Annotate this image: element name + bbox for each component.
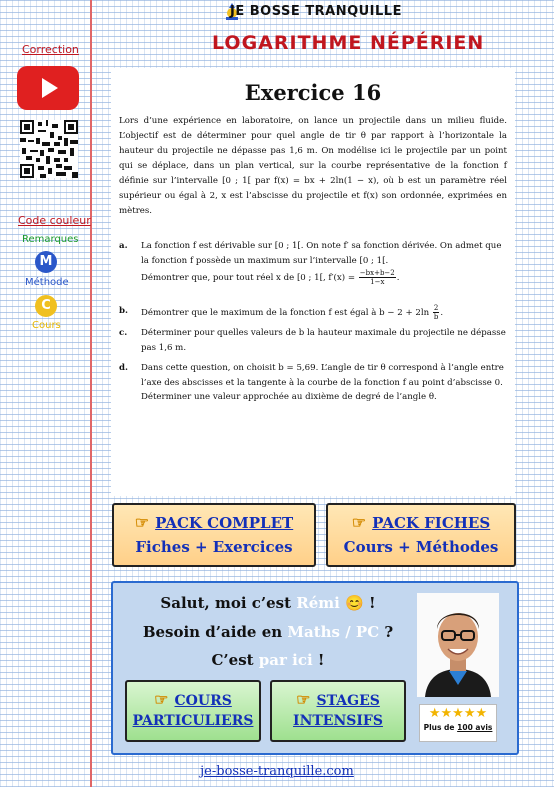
promo-greeting: Salut, moi c’est Rémi 😊 ! [160,594,376,612]
exercise-sheet [111,68,515,496]
pack-complet-title: PACK COMPLET [155,514,294,532]
fraction: $\frac{-bx+b-2}{1-x}$ [359,269,395,286]
question-text: Démontrer que le maximum de la fonction f est égal à b − 2 + 2ln $\frac{2}{b}$ . [141,304,444,321]
star-rating-icons: ★★★★★ [428,706,488,721]
question-c [119,326,509,355]
page-title: LOGARITHME NÉPÉRIEN [212,32,485,54]
question-letter: c. [119,328,128,338]
youtube-play-button[interactable] [17,66,79,110]
remarks-label: Remarques [22,234,79,245]
fraction: $\frac{2}{b}$ [433,304,439,321]
question-letter: b. [119,306,129,316]
question-b [119,304,509,321]
method-label: Méthode [25,277,69,288]
private-lessons-button[interactable]: ☞ COURS PARTICULIERS [125,680,261,742]
pack-complet-subtitle: Fiches + Exercices [135,538,293,556]
question-letter: a. [119,241,128,251]
review-count: Plus de 100 avis [423,723,493,732]
course-icon: C [35,295,57,317]
pack-fiches-button[interactable] [326,503,516,567]
exercise-intro: Lors d’une expérience en laboratoire, on lance un projectile dans un milieu fluide. L’objectif est de déterminer pour quel angle de tir θ par rapport à l’horizontale la hauteur du projectile ne dépasse pas 1,6 m. On modélise ici le projectile par un point qui se déplace, dans un plan vertical, sur la courbe représentative de la fonction f définie sur l’intervalle [0 ; 1[ par f(x) = bx + 2ln(1 − x), où b est un paramètre réel supérieur ou égal à 2, x est l’abscisse du projectile et f(x) son ordonnée, exprimées en mètres. [119,116,507,216]
brand-name: JE BOSSE TRANQUILLE [230,4,402,19]
course-label: Cours [32,320,61,331]
correction-label: Correction [22,43,79,56]
pointing-hand-icon: ☞ [134,513,150,532]
question-formula: Démontrer que, pour tout réel x de [0 ; 1[, f′(x) = $\frac{-bx+b-2}{1-x}$ . [141,269,400,286]
pack-fiches-title: PACK FICHES [372,514,491,532]
question-a [119,239,509,286]
margin-line [90,0,92,787]
question-letter: d. [119,363,129,373]
pack-complet-button[interactable] [112,503,316,567]
question-d [119,361,509,405]
pointing-hand-icon: ☞ [154,690,169,709]
play-icon [42,78,58,98]
promo-link-line[interactable]: C’est par ici ! [211,651,325,669]
promo-help: Besoin d’aide en Maths / PC ? [142,623,394,641]
tutor-promo [111,581,519,755]
website-link[interactable]: je-bosse-tranquille.com [200,764,354,779]
pack-fiches-subtitle: Cours + Méthodes [343,538,499,556]
color-code-title: Code couleur [18,214,91,227]
tutor-avatar [417,593,499,697]
pointing-hand-icon: ☞ [296,690,311,709]
question-text: Dans cette question, on choisit b = 5,69. L’angle de tir θ correspond à l’angle entre l’axe des abscisses et la tangente à la courbe de la fonction f au point d’abscisse 0. Déterminer une valeur approchée au dixième de degré de l’angle θ. [141,363,504,402]
review-rating [419,704,497,742]
intensive-courses-button[interactable]: ☞ STAGES INTENSIFS [270,680,406,742]
question-text: La fonction f est dérivable sur [0 ; 1[. On note f′ sa fonction dérivée. On admet que la fonction f possède un maximum sur l’intervalle [0 ; 1[. [141,241,502,266]
method-icon: M [35,251,57,273]
qr-code[interactable] [20,120,78,178]
exercise-title: Exercice 16 [244,80,382,105]
question-text: Déterminer pour quelles valeurs de b la hauteur maximale du projectile ne dépasse pas 1,6 m. [141,328,506,353]
pointing-hand-icon: ☞ [351,513,367,532]
